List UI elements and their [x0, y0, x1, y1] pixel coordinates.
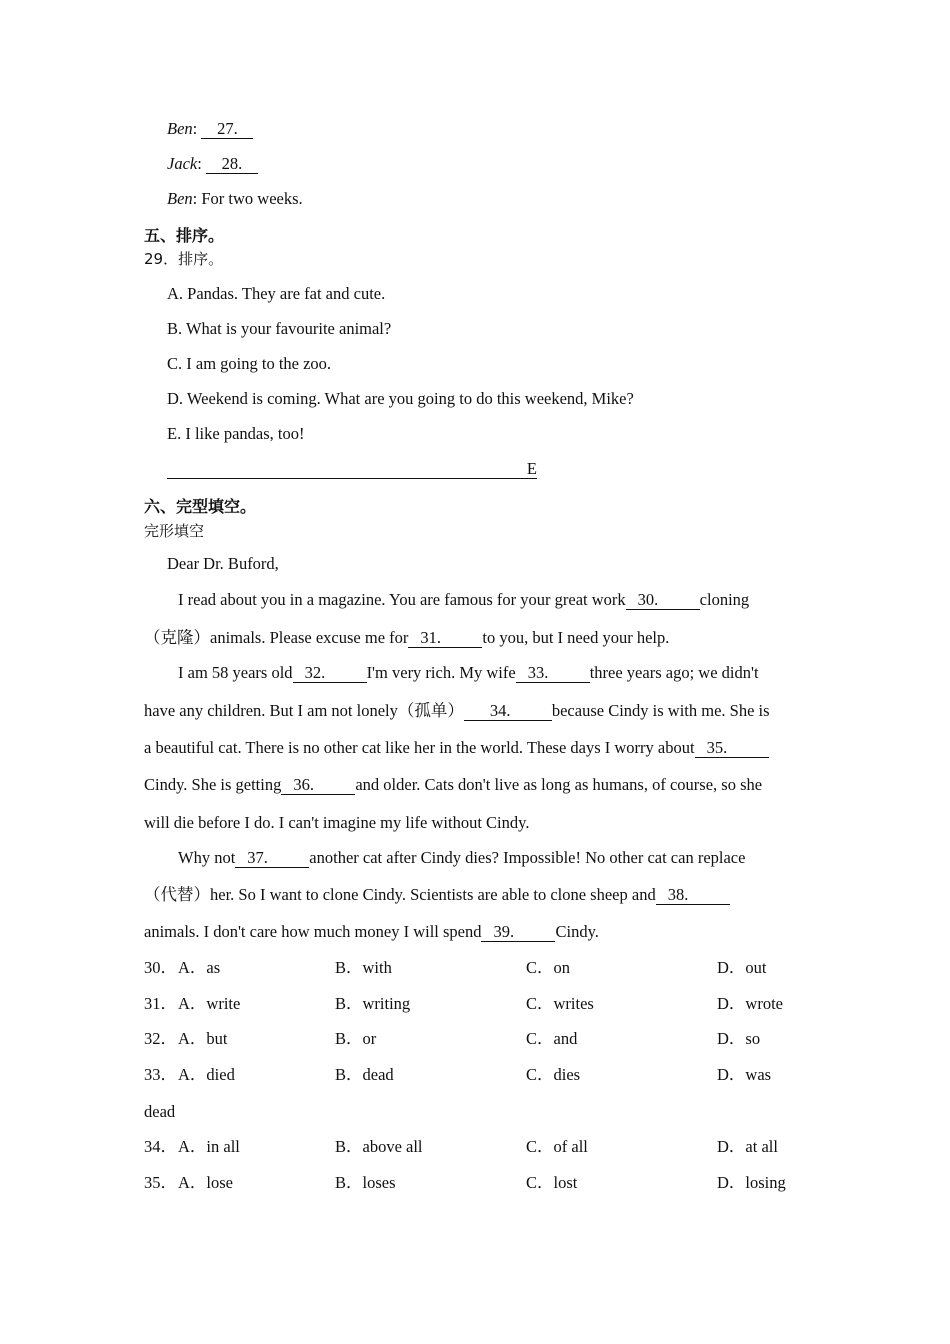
answer-blank-31[interactable]: 31.: [408, 629, 482, 648]
choice-34-a[interactable]: A．in all: [178, 1137, 240, 1156]
answer-blank-36[interactable]: 36.: [281, 776, 355, 795]
speaker-name: Jack: [167, 154, 198, 173]
dialogue-line-3: [167, 189, 303, 209]
dialogue-line-27: Ben: 27.: [167, 119, 253, 139]
choice-33-d[interactable]: D．was: [717, 1065, 772, 1084]
passage-line: have any children. But I am not lonely（孤单） 34. because Cindy is with me. She is: [144, 701, 770, 720]
passage-line: I am 58 years old 32. I'm very rich. My wife 33. three years ago; we didn't: [178, 663, 759, 682]
passage-line: a beautiful cat. There is no other cat like her in the world. These days I worry about 35.: [144, 738, 769, 758]
choice-32-a[interactable]: A．but: [178, 1029, 228, 1048]
choice-32-d[interactable]: D．so: [717, 1029, 761, 1048]
choice-30-a[interactable]: A．as: [178, 958, 221, 977]
choice-33-c[interactable]: C．dies: [526, 1065, 581, 1084]
order-item-d: D. Weekend is coming. What are you going to do this weekend, Mike?: [167, 389, 634, 408]
passage-line: I read about you in a magazine. You are famous for your great work 30. cloning: [178, 590, 750, 609]
section-6-heading: 六、完型填空。: [144, 497, 257, 516]
choice-35-d[interactable]: D．losing: [717, 1173, 786, 1192]
choice-31-b[interactable]: B．writing: [335, 994, 411, 1013]
speaker-name: Ben: [167, 189, 193, 208]
choice-33-a[interactable]: A．died: [178, 1065, 235, 1084]
choice-33-d-wrap: dead: [144, 1102, 176, 1121]
passage-line: will die before I do. I can't imagine my life without Cindy.: [144, 813, 530, 832]
choice-31-c[interactable]: C．writes: [526, 994, 594, 1013]
order-item-c: C. I am going to the zoo.: [167, 354, 332, 373]
choice-number-33: 33．: [144, 1065, 177, 1084]
answer-blank-33[interactable]: 33.: [516, 664, 590, 683]
answer-blank-30[interactable]: 30.: [626, 591, 700, 610]
passage-line: （代替）her. So I want to clone Cindy. Scientists are able to clone sheep and 38.: [144, 885, 730, 905]
order-answer-line[interactable]: [167, 459, 537, 479]
choice-33-b[interactable]: B．dead: [335, 1065, 394, 1084]
choice-number-31: 31．: [144, 994, 177, 1013]
passage-line: Cindy. She is getting 36. and older. Cats don't live as long as humans, of course, so she: [144, 775, 763, 794]
choice-number-35: 35．: [144, 1173, 177, 1192]
dialogue-text: : For two weeks.: [192, 189, 303, 208]
choice-34-d[interactable]: D．at all: [717, 1137, 778, 1156]
dialogue-line-28: Jack: 28.: [167, 154, 258, 174]
answer-blank-39[interactable]: 39.: [481, 923, 555, 942]
answer-blank-34[interactable]: 34.: [464, 702, 552, 721]
choice-number-30: 30．: [144, 958, 177, 977]
choice-30-d[interactable]: D．out: [717, 958, 767, 977]
choice-34-c[interactable]: C．of all: [526, 1137, 588, 1156]
question-29: 29．排序。: [144, 250, 224, 268]
answer-blank-38[interactable]: 38.: [656, 886, 730, 905]
section-5-heading: 五、排序。: [144, 226, 225, 245]
answer-blank-37[interactable]: 37.: [235, 849, 309, 868]
choice-number-34: 34．: [144, 1137, 177, 1156]
choice-32-b[interactable]: B．or: [335, 1029, 377, 1048]
answer-blank-32[interactable]: 32.: [293, 664, 367, 683]
passage-line: （克隆）animals. Please excuse me for 31. to you, but I need your help.: [144, 628, 670, 647]
order-item-a: A. Pandas. They are fat and cute.: [167, 284, 386, 303]
choice-32-c[interactable]: C．and: [526, 1029, 578, 1048]
choice-30-b[interactable]: B．with: [335, 958, 392, 977]
answer-blank-28[interactable]: 28.: [206, 155, 258, 174]
section-6-subheading: 完形填空: [144, 522, 205, 540]
choice-number-32: 32．: [144, 1029, 177, 1048]
choice-31-d[interactable]: D．wrote: [717, 994, 783, 1013]
choice-30-c[interactable]: C．on: [526, 958, 571, 977]
order-item-e: E. I like pandas, too!: [167, 424, 305, 443]
answer-blank-35[interactable]: 35.: [695, 739, 769, 758]
choice-35-b[interactable]: B．loses: [335, 1173, 396, 1192]
passage-line: animals. I don't care how much money I will spend 39. Cindy.: [144, 922, 599, 941]
speaker-name: Ben: [167, 119, 193, 138]
choice-34-b[interactable]: B．above all: [335, 1137, 423, 1156]
passage-line: Why not 37. another cat after Cindy dies? Impossible! No other cat can replace: [178, 848, 746, 867]
choice-35-a[interactable]: A．lose: [178, 1173, 233, 1192]
choice-31-a[interactable]: A．write: [178, 994, 241, 1013]
order-answer-end: E: [526, 459, 537, 478]
answer-blank-27[interactable]: 27.: [201, 120, 253, 139]
order-item-b: B. What is your favourite animal?: [167, 319, 392, 338]
letter-greeting: Dear Dr. Buford,: [167, 554, 279, 573]
choice-35-c[interactable]: C．lost: [526, 1173, 578, 1192]
